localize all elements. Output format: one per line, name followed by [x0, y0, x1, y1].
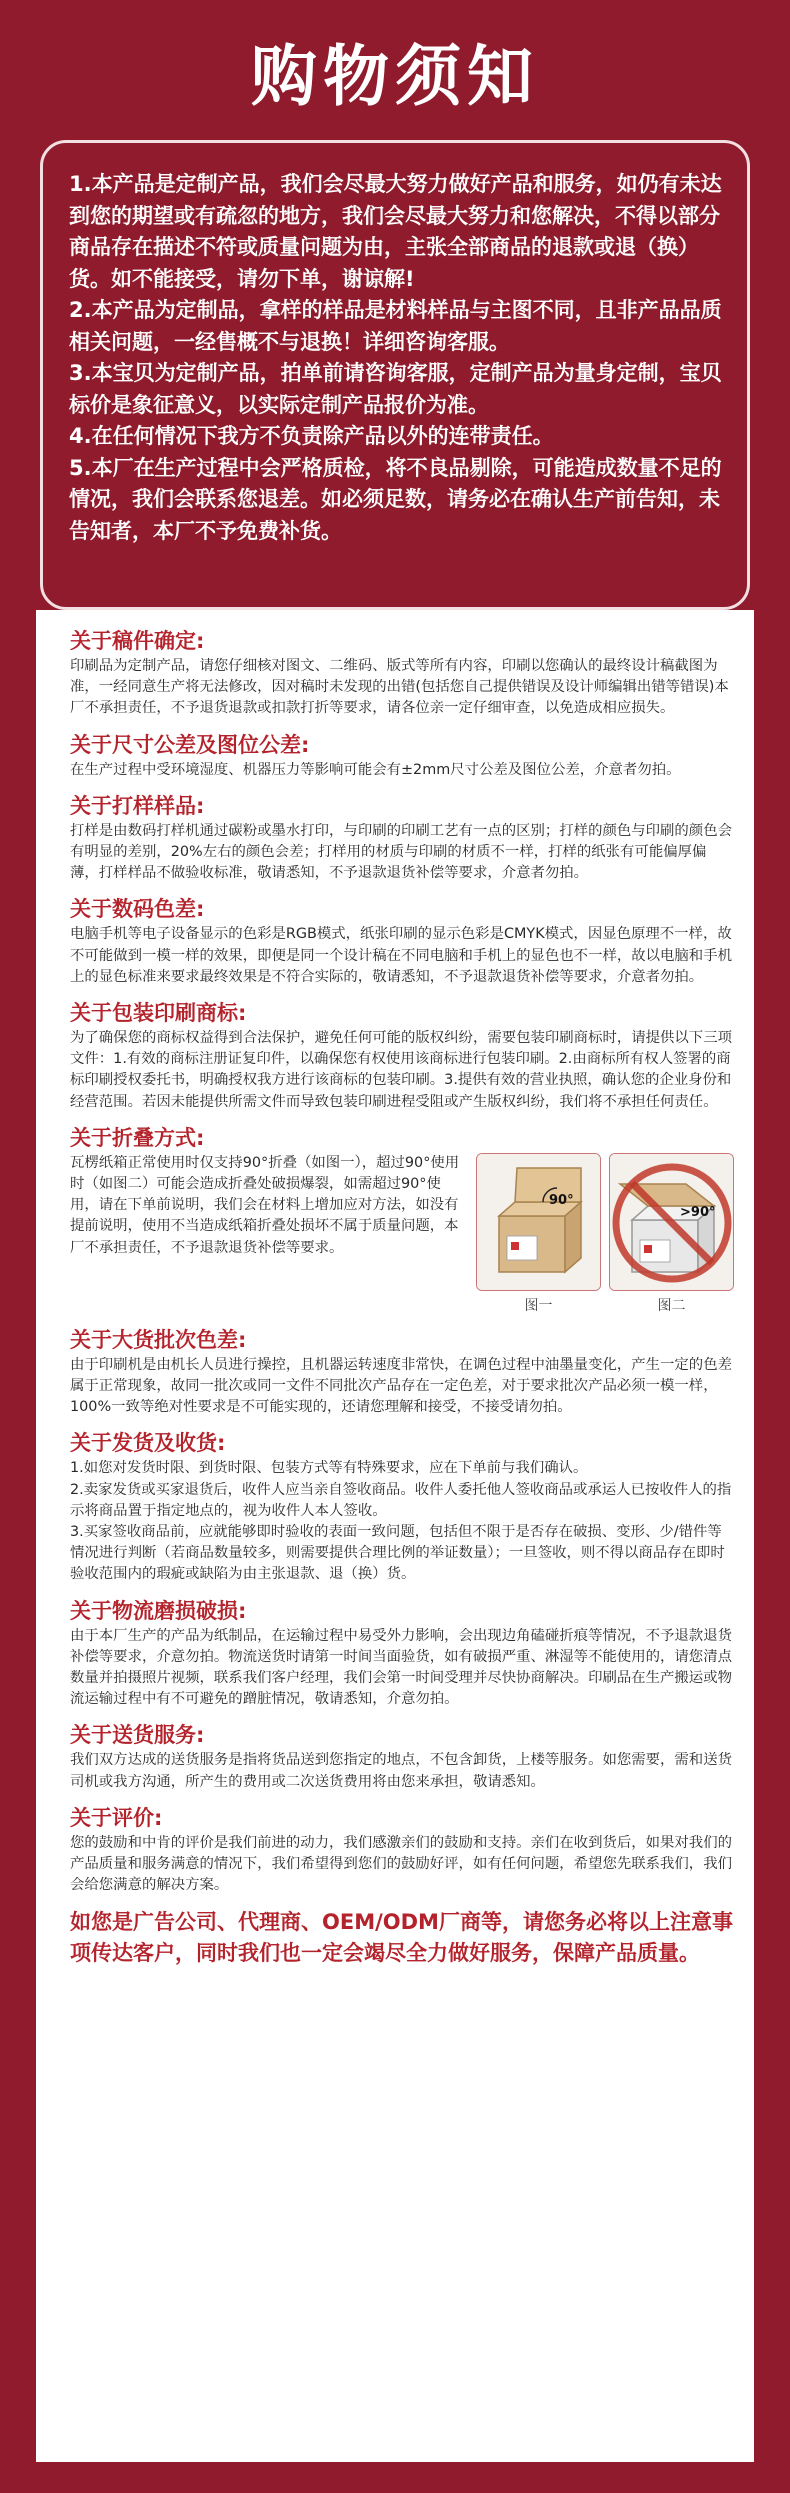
figure-caption: 图二 — [657, 1297, 686, 1314]
notice-box — [40, 140, 750, 610]
notice-item: 2.本产品为定制品，拿样的样品是材料样品与主图不同，且非产品品质相关问题，一经售概不与退换！详细咨询客服。 — [69, 298, 722, 354]
notice-item: 3.本宝贝为定制产品，拍单前请咨询客服，定制产品为量身定制，宝贝标价是象征意义，以实际定制产品报价为准。 — [69, 361, 722, 417]
section-heading: 关于送货服务: — [70, 1723, 205, 1748]
section-shipping — [70, 1428, 734, 1585]
section-heading: 关于数码色差: — [70, 897, 205, 922]
section-logistics-damage — [70, 1596, 734, 1711]
section-body: 电脑手机等电子设备显示的色彩是RGB模式，纸张印刷的显示色彩是CMYK模式，因显色原理不一样，故不可能做到一模一样的效果，即便是同一个设计稿在不同电脑和手机上的显色也不一样，故以电脑和手机上的显色标准来要求最终效果是不符合实际的，敬请悉知，不予退款退货补偿等要求，介意者勿拍。 — [70, 926, 732, 985]
section-heading: 关于物流磨损破损: — [70, 1598, 247, 1623]
section-body: 由于本厂生产的产品为纸制品，在运输过程中易受外力影响，会出现边角磕碰折痕等情况，不予退款退货补偿等要求，介意勿拍。物流送货时请第一时间当面验货，如有破损严重、淋湿等不能使用的，请您清点数量并拍摄照片视频，联系我们客户经理，我们会第一时间受理并尽快协商解决。印刷品在生产搬运或物流运输过程中有不可避免的蹭脏情况，敬请悉知，介意勿拍。 — [70, 1627, 732, 1708]
fold-row — [70, 1153, 734, 1315]
fold-over-90-image — [609, 1153, 734, 1291]
section-body: 由于印刷机是由机长人员进行操控，且机器运转速度非常快，在调色过程中油墨量变化，产生一定的色差属于正常现象，故同一批次或同一文件不同批次产品存在一定色差，对于要求批次产品必须一模一样，100%一致等绝对性要求是不可能实现的，还请您理解和接受，不接受请勿拍。 — [70, 1356, 732, 1416]
section-heading: 关于发货及收货: — [70, 1431, 226, 1456]
section-body — [70, 1458, 734, 1585]
section-heading: 关于折叠方式: — [70, 1125, 205, 1150]
section-body: 打样是由数码打样机通过碳粉或墨水打印，与印刷的印刷工艺有一点的区别；打样的颜色与印刷的颜色会有明显的差别，20%左右的颜色会差；打样用的材质与印刷的材质不一样，打样的纸张有可能偏厚偏薄，打样样品不做验收标准，敬请悉知，不予退款退货补偿等要求，介意者勿拍。 — [70, 822, 732, 882]
section-heading: 关于稿件确定: — [70, 629, 205, 653]
notice-item: 4.在任何情况下我方不负责除产品以外的连带责任。 — [69, 424, 554, 448]
section-review — [70, 1803, 734, 1897]
shipping-line: 2.卖家发货或买家退货后，收件人应当亲自签收商品。收件人委托他人签收商品或承运人已按收件人的指示将商品置于指定地点的，视为收件人本人签收。 — [70, 1481, 732, 1519]
figure-one — [476, 1153, 601, 1315]
section-body: 在生产过程中受环境湿度、机器压力等影响可能会有±2mm尺寸公差及图位公差，介意者勿拍。 — [70, 761, 681, 778]
box-fold-90-icon — [477, 1154, 601, 1291]
notice-item: 1.本产品是定制产品，我们会尽最大努力做好产品和服务，如仍有未达到您的期望或有疏忽的地方，我们会尽最大努力和您解决，不得以部分商品存在描述不符或质量问题为由，主张全部商品的退款或退（换）货。如不能接受，请勿下单，谢谅解! — [69, 172, 722, 291]
section-delivery-service — [70, 1720, 734, 1792]
section-proof-sample — [70, 791, 734, 885]
fold-90-image — [476, 1153, 601, 1291]
section-heading: 关于尺寸公差及图位公差: — [70, 732, 310, 757]
section-heading: 关于大货批次色差: — [70, 1327, 247, 1352]
section-folding — [70, 1123, 734, 1315]
shipping-line: 1.如您对发货时限、到货时限、包装方式等有特殊要求，应在下单前与我们确认。 — [70, 1460, 588, 1477]
fold-figures — [476, 1153, 734, 1315]
figure-two — [609, 1153, 734, 1315]
notice-item: 5.本厂在生产过程中会严格质检，将不良品剔除，可能造成数量不足的情况，我们会联系您退差。如必须足数，请务必在确认生产前告知，未告知者，本厂不予免费补货。 — [69, 455, 722, 543]
fold-angle-label-1: 90° — [549, 1192, 574, 1208]
section-body: 印刷品为定制产品，请您仔细核对图文、二维码、版式等所有内容，印刷以您确认的最终设计稿截图为准，一经同意生产将无法修改，因对稿时未发现的出错(包括您自己提供错误及设计师编辑出错等错误)本厂不承担责任，不予退货退款或扣款打折等要求，请各位亲一定仔细审查，以免造成相应损失。 — [70, 658, 729, 717]
section-body: 为了确保您的商标权益得到合法保护，避免任何可能的版权纠纷，需要包装印刷商标时，请提供以下三项文件：1.有效的商标注册证复印件，以确保您有权使用该商标进行包装印刷。2.由商标所有权人签署的商标印刷授权委托书，明确授权我方进行该商标的包装印刷。3.提供有效的营业执照，确认您的企业身份和经营范围。若因未能提供所需文件而导致包装印刷进程受阻或产生版权纠纷，我们将不承担任何责任。 — [70, 1030, 732, 1110]
section-batch-color — [70, 1325, 734, 1419]
section-digital-color — [70, 894, 734, 988]
section-heading: 关于打样样品: — [70, 793, 205, 818]
section-draft-confirm — [70, 626, 734, 720]
section-trademark — [70, 998, 734, 1113]
section-tolerance — [70, 730, 734, 781]
shipping-line: 3.买家签收商品前，应就能够即时验收的表面一致问题，包括但不限于是否存在破损、变形、少/错件等情况进行判断（若商品数量较多，则需要提供合理比例的举证数量）；一旦签收，则不得以商品存在即时验收范围内的瑕疵或缺陷为由主张退款、退（换）货。 — [70, 1524, 725, 1583]
fold-angle-label-2: >90° — [680, 1204, 716, 1220]
box-fold-over-90-icon — [610, 1154, 734, 1291]
section-body: 我们双方达成的送货服务是指将货品送到您指定的地点，不包含卸货，上楼等服务。如您需要，需和送货司机或我方沟通，所产生的费用或二次送货费用将由您来承担，敬请悉知。 — [70, 1752, 732, 1790]
section-heading: 关于评价: — [70, 1805, 163, 1830]
section-body: 瓦楞纸箱正常使用时仅支持90°折叠（如图一），超过90°使用时（如图二）可能会造成折叠处破损爆裂，如需超过90°使用，请在下单前说明，我们会在材料上增加应对方法，如没有提前说明，使用不当造成纸箱折叠处损坏不属于质量问题，本厂不承担责任，不予退款退货补偿等要求。 — [70, 1154, 460, 1256]
page-title: 购物须知 — [251, 37, 539, 115]
figure-caption: 图一 — [524, 1297, 553, 1314]
section-body: 您的鼓励和中肯的评价是我们前进的动力，我们感激亲们的鼓励和支持。亲们在收到货后，如果对我们的产品质量和服务满意的情况下，我们希望得到您们的鼓励好评，如有任何问题，希望您先联系我们，我们会给您满意的解决方案。 — [70, 1834, 732, 1894]
content-panel — [36, 610, 754, 2462]
closing-note: 如您是广告公司、代理商、OEM/ODM厂商等，请您务必将以上注意事项传达客户，同时我们也一定会竭尽全力做好服务，保障产品质量。 — [70, 1909, 733, 1965]
section-heading: 关于包装印刷商标: — [70, 1001, 247, 1026]
